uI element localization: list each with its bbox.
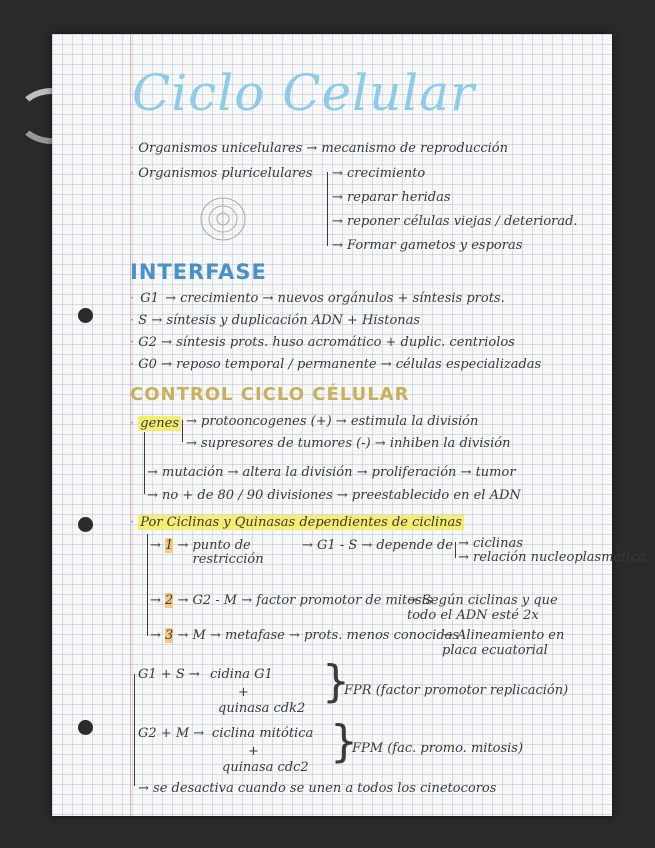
point-1: → 1 → punto de restricción — [150, 538, 264, 567]
punch-hole-2 — [78, 517, 93, 532]
genes-bracket — [182, 420, 183, 442]
point-1-mid: → G1 - S → depende de — [302, 538, 453, 553]
mutacion-line: → mutación → altera la división → proliferación → tumor — [147, 465, 516, 480]
pluri-item-1: → crecimiento — [332, 166, 426, 181]
complex-1-b: quinasa cdk2 — [218, 701, 306, 716]
point-1-right-bracket — [455, 542, 456, 558]
interfase-item-g0: · G0 → reposo temporal / permanente → células especializadas — [130, 357, 542, 372]
por-ciclinas-line: · Por Ciclinas y Quinasas dependientes de ciclinas — [130, 515, 462, 530]
point-1-right-2: → relación nucleoplasmática — [458, 550, 646, 565]
complex-1-phase: G1 + S → — [138, 667, 200, 682]
complex-1-brace: } — [322, 656, 350, 707]
interfase-item-g2: · G2 → síntesis prots. huso acromático + duplic. centriolos — [130, 335, 515, 350]
complex-2-result: FPM (fac. promo. mitosis) — [352, 741, 524, 756]
punch-hole-3 — [78, 720, 93, 735]
cell-sketch-icon — [197, 194, 249, 244]
genes-label: · genes — [130, 416, 180, 431]
complex-2-plus: + — [248, 744, 259, 759]
complex-1-result: FPR (factor promotor replicación) — [344, 683, 569, 698]
intro-line-2: · Organismos pluricelulares — [130, 166, 313, 181]
interfase-item-s: · S → síntesis y duplicación ADN + Histonas — [130, 313, 421, 328]
interfase-item-g1: · G1 → crecimiento → nuevos orgánulos + síntesis prots. — [130, 291, 505, 306]
interfase-heading: INTERFASE — [130, 260, 267, 284]
genes-sub-bracket — [144, 432, 145, 494]
genes-item-2: → supresores de tumores (-) → inhiben la división — [186, 436, 511, 451]
pluri-item-3: → reponer células viejas / deteriorad. — [332, 214, 578, 229]
pluri-bracket — [327, 172, 328, 246]
complex-2-a: ciclina mitótica — [212, 726, 314, 741]
pluri-item-4: → Formar gametos y esporas — [332, 238, 523, 253]
intro-line-1: · Organismos unicelulares → mecanismo de reproducción — [130, 141, 509, 156]
complexes-bracket — [134, 674, 135, 786]
page-title: Ciclo Celular — [132, 64, 475, 122]
point-1-right-1: → ciclinas — [458, 536, 523, 551]
point-2-right: → Según ciclinas y que todo el ADN esté 2x — [407, 593, 558, 623]
complex-1-a: cidina G1 — [210, 667, 273, 682]
control-heading: CONTROL CICLO CÉLULAR — [130, 384, 410, 405]
point-2: → 2 → G2 - M → factor promotor de mitosis — [150, 593, 433, 608]
notebook-page — [52, 34, 646, 816]
pluri-item-2: → reparar heridas — [332, 190, 451, 205]
point-3: → 3 → M → metafase → prots. menos conocidas — [150, 628, 460, 643]
punch-hole-1 — [78, 308, 93, 323]
final-line: → se desactiva cuando se unen a todos los cinetocoros — [138, 781, 497, 796]
points-bracket — [147, 534, 148, 636]
genes-item-1: → protooncogenes (+) → estimula la división — [186, 414, 479, 429]
complex-1-plus: + — [238, 685, 249, 700]
point-3-right: → Alineamiento en placa ecuatorial — [442, 628, 565, 658]
complex-2-phase: G2 + M → — [138, 726, 205, 741]
no-divisiones-line: → no + de 80 / 90 divisiones → preestablecido en el ADN — [147, 488, 521, 503]
complex-2-brace: } — [330, 716, 358, 767]
complex-2-b: quinasa cdc2 — [222, 760, 309, 775]
